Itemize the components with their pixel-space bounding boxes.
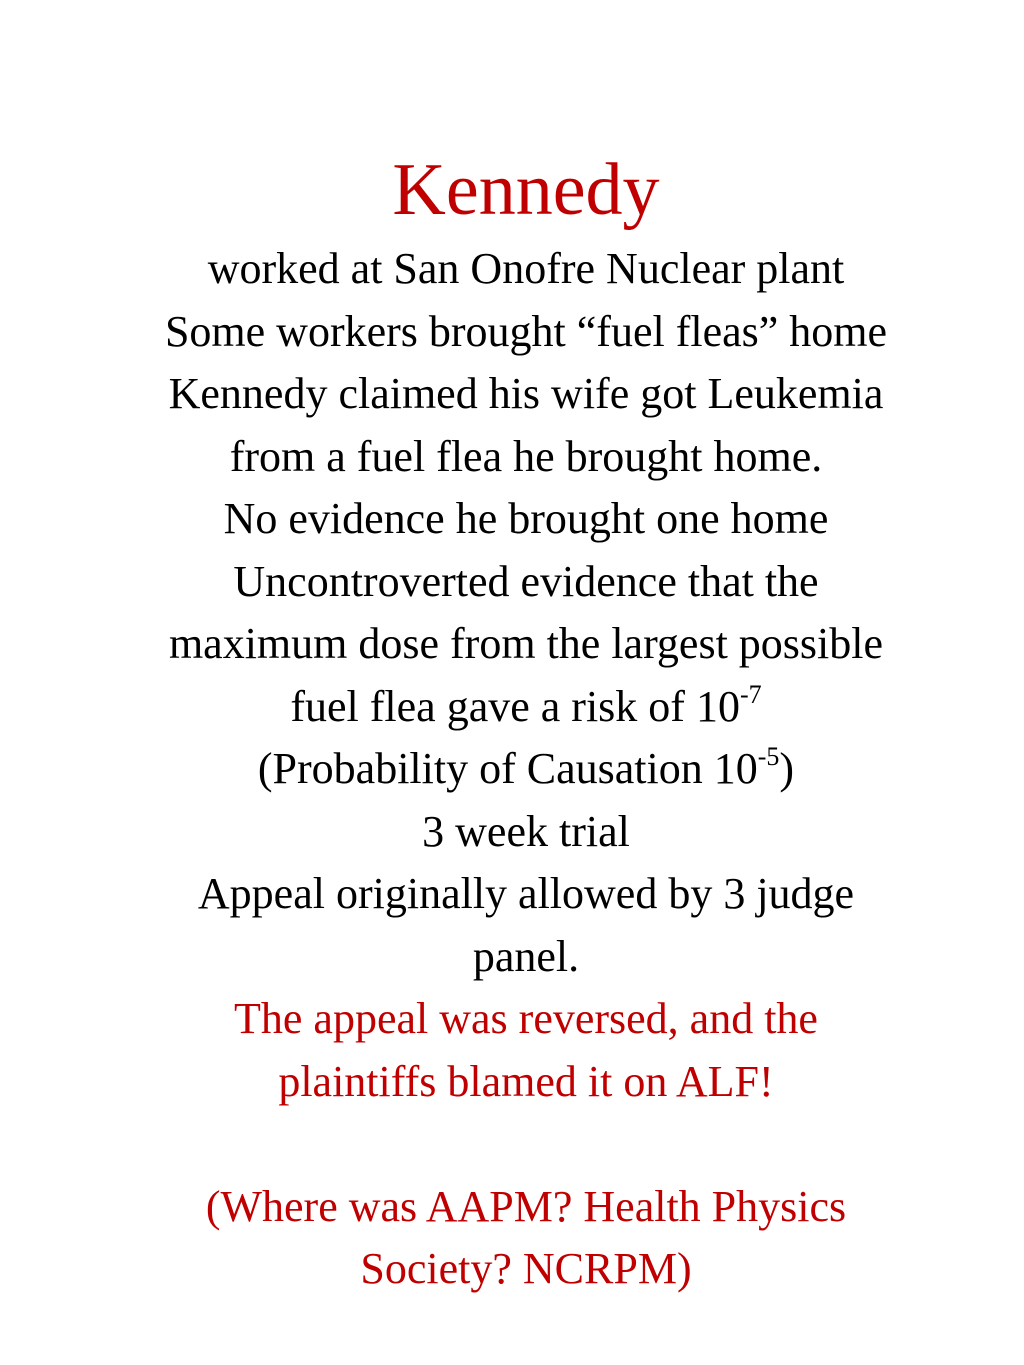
blank-line [28,1113,1024,1176]
probability-text: (Probability of Causation 10 [257,744,758,793]
line-uncontroverted: Uncontroverted evidence that the [233,556,819,606]
risk-exponent: -7 [739,679,762,709]
slide-body [0,238,1024,1301]
line-leukemia-claim: Kennedy claimed his wife got Leukemia [168,369,884,418]
line-no-evidence: No evidence he brought one home [223,494,829,543]
line-society: Society? NCRPM) [360,1244,692,1293]
line-appeal: Appeal originally allowed by 3 judge [197,869,855,918]
line-blamed-alf: plaintiffs blamed it on ALF! [278,1056,774,1106]
slide [0,150,1024,1301]
line-fuel-fleas: Some workers brought “fuel fleas” home [164,306,888,356]
line-probability [28,738,1024,801]
probability-exponent: -5 [757,742,780,772]
slide-title: Kennedy [392,149,660,231]
probability-close: ) [779,744,795,793]
line-appeal-reversed: The appeal was reversed, and the [234,994,818,1043]
line-brought-home: from a fuel flea he brought home. [229,431,823,481]
line-trial: 3 week trial [422,806,630,856]
line-where-was: (Where was AAPM? Health Physics [205,1181,847,1231]
line-panel: panel. [472,931,580,981]
line-risk [28,676,1024,739]
line-maximum-dose: maximum dose from the largest possible [168,619,884,668]
line-worked-at: worked at San Onofre Nuclear plant [207,244,845,293]
risk-text: fuel flea gave a risk of 10 [290,681,740,731]
